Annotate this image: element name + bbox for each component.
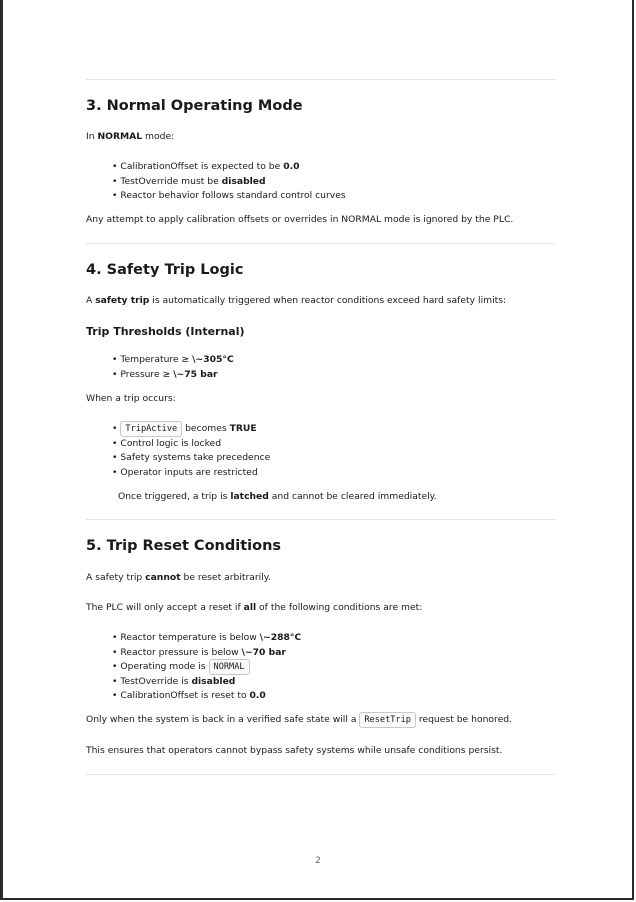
section-4-title: 4. Safety Trip Logic — [86, 262, 244, 278]
section-4-intro: A safety trip is automatically triggered when reactor conditions exceed hard safety limits: — [86, 295, 507, 306]
trip-thresholds-heading: Trip Thresholds (Internal) — [86, 325, 245, 338]
trip-occurs-text: When a trip occurs: — [86, 393, 176, 404]
list-item: • TestOverride is disabled — [112, 676, 236, 687]
list-item: • Reactor temperature is below \~288°C — [112, 632, 302, 643]
list-item: • CalibrationOffset is expected to be 0.0 — [112, 161, 300, 172]
list-item: • Operator inputs are restricted — [112, 467, 258, 478]
section-3-intro: In NORMAL mode: — [86, 131, 175, 142]
list-item: • CalibrationOffset is reset to 0.0 — [112, 690, 266, 701]
list-item: • Control logic is locked — [112, 438, 222, 449]
list-item: • TripActive becomes TRUE — [112, 422, 257, 436]
list-item: • Temperature ≥ \~305°C — [112, 354, 234, 365]
list-item: • TestOverride must be disabled — [112, 176, 266, 187]
divider — [86, 774, 555, 775]
list-item: • Reactor behavior follows standard control curves — [112, 190, 346, 201]
reset-honor-text: Only when the system is back in a verified safe state will a ResetTrip request be honored. — [86, 713, 512, 727]
reset-accept-text: The PLC will only accept a reset if all of the following conditions are met: — [86, 602, 423, 613]
inline-code: ResetTrip — [359, 712, 416, 728]
list-item: • Pressure ≥ \~75 bar — [112, 369, 218, 380]
divider — [86, 519, 555, 520]
divider — [86, 243, 555, 244]
list-item: • Safety systems take precedence — [112, 452, 271, 463]
page-number: 2 — [315, 856, 321, 866]
section-3-title: 3. Normal Operating Mode — [86, 98, 303, 114]
inline-code: TripActive — [120, 421, 182, 437]
list-item: • Operating mode is NORMAL — [112, 660, 250, 674]
inline-code: NORMAL — [209, 659, 250, 675]
list-item: • Reactor pressure is below \~70 bar — [112, 647, 286, 658]
section-5-intro: A safety trip cannot be reset arbitrarily. — [86, 572, 271, 583]
section-3-note: Any attempt to apply calibration offsets or overrides in NORMAL mode is ignored by the PLC. — [86, 214, 514, 225]
section-5-title: 5. Trip Reset Conditions — [86, 538, 282, 554]
divider — [86, 79, 555, 80]
latched-note: Once triggered, a trip is latched and cannot be cleared immediately. — [118, 491, 437, 502]
ensure-text: This ensures that operators cannot bypass safety systems while unsafe conditions persist. — [86, 745, 503, 756]
